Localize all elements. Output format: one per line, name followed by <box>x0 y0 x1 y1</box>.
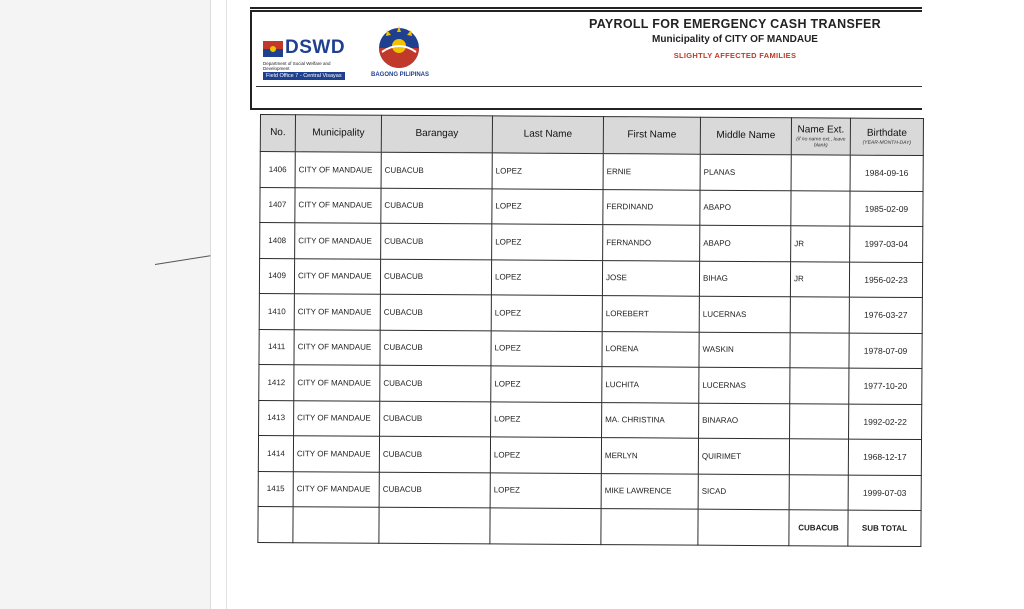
row-birthdate: 1956-02-23 <box>849 262 922 298</box>
row-name-ext: JR <box>791 226 850 262</box>
header-divider <box>256 86 922 87</box>
col-header-name-ext: Name Ext. (if no name ext., leave blank) <box>791 118 850 155</box>
row-first-name: LOREBERT <box>602 296 699 332</box>
row-birthdate: 1984-09-16 <box>850 155 923 191</box>
row-municipality: CITY OF MANDAUE <box>294 258 380 294</box>
row-name-ext <box>790 368 849 404</box>
table-row <box>258 435 921 475</box>
row-middle-name: SICAD <box>698 474 789 510</box>
birthdate-note: (YEAR-MONTH-DAY) <box>862 139 912 146</box>
row-birthdate: 1968-12-17 <box>848 439 921 475</box>
row-first-name: LORENA <box>602 331 699 367</box>
row-barangay: CUBACUB <box>381 188 492 224</box>
dswd-wordmark: DSWD <box>285 37 346 58</box>
table-row <box>260 152 923 192</box>
row-number: 1415 <box>258 471 293 507</box>
row-middle-name: BIHAG <box>699 261 790 297</box>
table-row <box>260 223 923 263</box>
row-middle-name: LUCERNAS <box>699 296 790 332</box>
row-number: 1414 <box>258 435 293 471</box>
row-first-name: FERNANDO <box>603 225 700 261</box>
document-title: PAYROLL FOR EMERGENCY CASH TRANSFER <box>588 17 881 31</box>
row-last-name: LOPEZ <box>492 224 603 260</box>
table-header-row <box>260 115 923 156</box>
row-last-name: LOPEZ <box>491 330 602 366</box>
row-last-name: LOPEZ <box>492 188 603 224</box>
row-middle-name: ABAPO <box>700 225 791 261</box>
row-number: 1406 <box>260 152 295 188</box>
table-row <box>259 258 922 298</box>
col-header-municipality: Municipality <box>295 115 381 153</box>
category-line: SLIGHTLY AFFECTED FAMILIES <box>673 51 797 60</box>
row-barangay: CUBACUB <box>380 294 491 330</box>
table-row <box>259 364 922 404</box>
bagong-pilipinas-logo <box>370 22 428 80</box>
row-middle-name: WASKIN <box>699 332 790 368</box>
row-last-name: LOPEZ <box>491 295 602 331</box>
row-name-ext <box>790 297 849 333</box>
row-barangay: CUBACUB <box>380 259 491 295</box>
row-barangay: CUBACUB <box>380 401 491 437</box>
row-name-ext: JR <box>790 261 849 297</box>
row-number: 1408 <box>260 223 295 259</box>
table-row <box>260 187 923 227</box>
row-last-name: LOPEZ <box>490 472 601 508</box>
row-last-name: LOPEZ <box>492 153 603 189</box>
row-number: 1411 <box>259 329 294 365</box>
name-ext-note: (if no name ext., leave blank) <box>796 136 846 149</box>
row-birthdate: 1999-07-03 <box>848 475 921 511</box>
dswd-logo <box>263 37 355 82</box>
row-barangay: CUBACUB <box>381 223 492 259</box>
col-header-no: No. <box>260 115 295 152</box>
row-municipality: CITY OF MANDAUE <box>293 471 379 507</box>
subtotal-barangay: CUBACUB <box>789 510 848 546</box>
row-number: 1407 <box>260 187 295 223</box>
row-first-name: LUCHITA <box>602 367 699 403</box>
page-edge <box>226 0 227 609</box>
table-row <box>259 329 922 369</box>
table-row <box>258 471 921 511</box>
row-municipality: CITY OF MANDAUE <box>295 223 381 259</box>
row-name-ext <box>790 332 849 368</box>
dswd-field-office: Field Office 7 - Central Visayas <box>263 72 345 80</box>
row-number: 1410 <box>259 293 294 329</box>
col-header-birthdate: Birthdate (YEAR-MONTH-DAY) <box>850 118 923 155</box>
row-first-name: MERLYN <box>601 438 698 474</box>
row-middle-name: QUIRIMET <box>698 438 789 474</box>
row-middle-name: PLANAS <box>700 154 791 190</box>
row-number: 1412 <box>259 364 294 400</box>
row-first-name: JOSE <box>602 260 699 296</box>
row-number: 1409 <box>259 258 294 294</box>
header-top-rule <box>250 7 922 9</box>
row-barangay: CUBACUB <box>381 152 492 188</box>
row-birthdate: 1978-07-09 <box>849 333 922 369</box>
row-last-name: LOPEZ <box>491 401 602 437</box>
row-municipality: CITY OF MANDAUE <box>293 436 379 472</box>
row-first-name: MIKE LAWRENCE <box>601 473 698 509</box>
row-birthdate: 1992-02-22 <box>849 404 922 440</box>
row-name-ext <box>791 155 850 191</box>
row-name-ext <box>790 403 849 439</box>
row-municipality: CITY OF MANDAUE <box>294 400 380 436</box>
row-last-name: LOPEZ <box>491 259 602 295</box>
col-header-first-name: First Name <box>603 117 700 155</box>
table-row <box>259 293 922 333</box>
payroll-table <box>257 114 924 547</box>
row-name-ext <box>789 474 848 510</box>
row-name-ext <box>791 190 850 226</box>
row-middle-name: LUCERNAS <box>699 367 790 403</box>
row-birthdate: 1997-03-04 <box>850 226 923 262</box>
scan-background <box>0 0 210 609</box>
row-municipality: CITY OF MANDAUE <box>294 365 380 401</box>
row-municipality: CITY OF MANDAUE <box>295 152 381 188</box>
municipality-line: Municipality of CITY OF MANDAUE <box>652 34 818 45</box>
subtotal-label: SUB TOTAL <box>848 510 921 546</box>
row-birthdate: 1977-10-20 <box>849 368 922 404</box>
row-first-name: ERNIE <box>603 154 700 190</box>
row-barangay: CUBACUB <box>380 330 491 366</box>
row-birthdate: 1976-03-27 <box>849 297 922 333</box>
col-header-last-name: Last Name <box>492 116 603 154</box>
subtotal-row <box>258 506 921 546</box>
col-header-middle-name: Middle Name <box>700 117 791 155</box>
row-municipality: CITY OF MANDAUE <box>295 187 381 223</box>
row-number: 1413 <box>259 400 294 436</box>
bagong-pilipinas-emblem-icon <box>374 22 424 70</box>
col-header-barangay: Barangay <box>381 115 492 153</box>
scan-edge <box>210 0 211 609</box>
row-municipality: CITY OF MANDAUE <box>294 329 380 365</box>
table-row <box>259 400 922 440</box>
dswd-department-name: Department of Social Welfare and Development <box>263 61 331 71</box>
dswd-emblem-icon <box>263 41 283 57</box>
row-barangay: CUBACUB <box>379 436 490 472</box>
row-last-name: LOPEZ <box>491 366 602 402</box>
row-middle-name: BINARAO <box>699 403 790 439</box>
row-last-name: LOPEZ <box>490 437 601 473</box>
row-first-name: FERDINAND <box>603 189 700 225</box>
row-middle-name: ABAPO <box>700 190 791 226</box>
row-barangay: CUBACUB <box>379 472 490 508</box>
row-name-ext <box>789 439 848 475</box>
row-municipality: CITY OF MANDAUE <box>294 294 380 330</box>
row-birthdate: 1985-02-09 <box>850 191 923 227</box>
bagong-pilipinas-label: BAGONG PILIPINAS <box>370 72 429 78</box>
row-first-name: MA. CHRISTINA <box>602 402 699 438</box>
row-barangay: CUBACUB <box>380 365 491 401</box>
